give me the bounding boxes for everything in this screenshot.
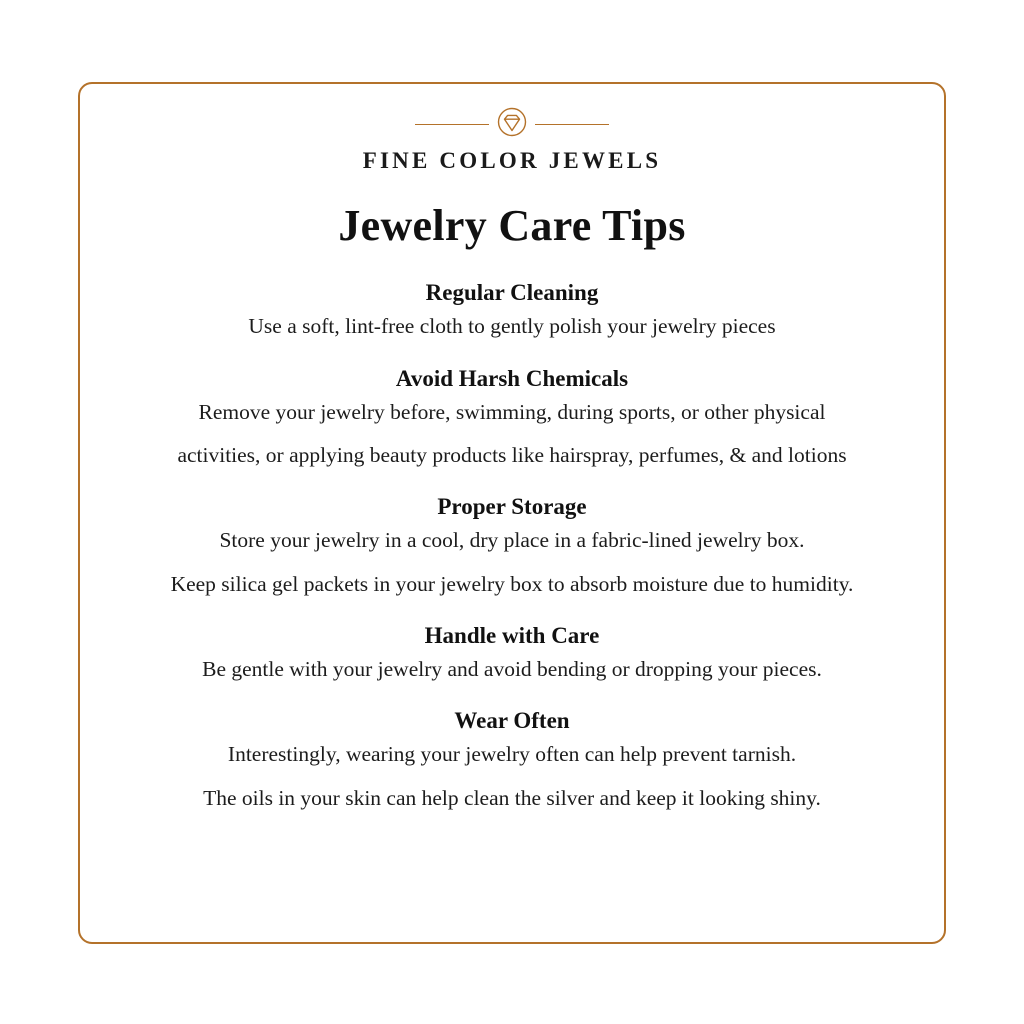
section-line: Keep silica gel packets in your jewelry box to absorb moisture due to humidity. [170, 571, 854, 596]
section-avoid-harsh-chemicals [80, 366, 944, 473]
section-line: Interestingly, wearing your jewelry often can help prevent tarnish. [227, 742, 797, 767]
section-handle-with-care [80, 623, 944, 686]
brand-mark [80, 102, 944, 146]
section-line: activities, or applying beauty products like hairspray, perfumes, & and lotions [177, 443, 847, 468]
right-rule [535, 124, 609, 125]
brand-lockup [80, 102, 944, 174]
left-rule [415, 124, 489, 125]
page-title: Jewelry Care Tips [338, 201, 686, 250]
care-tips-card [78, 82, 946, 944]
section-line: Use a soft, lint-free cloth to gently polish your jewelry pieces [248, 314, 776, 339]
section-regular-cleaning [80, 280, 944, 343]
section-wear-often [80, 708, 944, 815]
section-line: Store your jewelry in a cool, dry place in a fabric-lined jewelry box. [219, 528, 805, 553]
section-proper-storage [80, 494, 944, 601]
section-heading: Wear Often [454, 708, 570, 734]
section-heading: Proper Storage [437, 494, 587, 520]
gem-icon [489, 103, 535, 145]
section-heading: Avoid Harsh Chemicals [395, 365, 629, 391]
brand-name: FINE COLOR JEWELS [362, 148, 662, 173]
section-heading: Regular Cleaning [425, 280, 599, 306]
section-line: Be gentle with your jewelry and avoid bending or dropping your pieces. [202, 657, 822, 682]
section-heading: Handle with Care [424, 623, 600, 649]
section-line: Remove your jewelry before, swimming, during sports, or other physical [198, 399, 826, 424]
section-line: The oils in your skin can help clean the silver and keep it looking shiny. [203, 785, 821, 810]
card-content [80, 84, 944, 815]
